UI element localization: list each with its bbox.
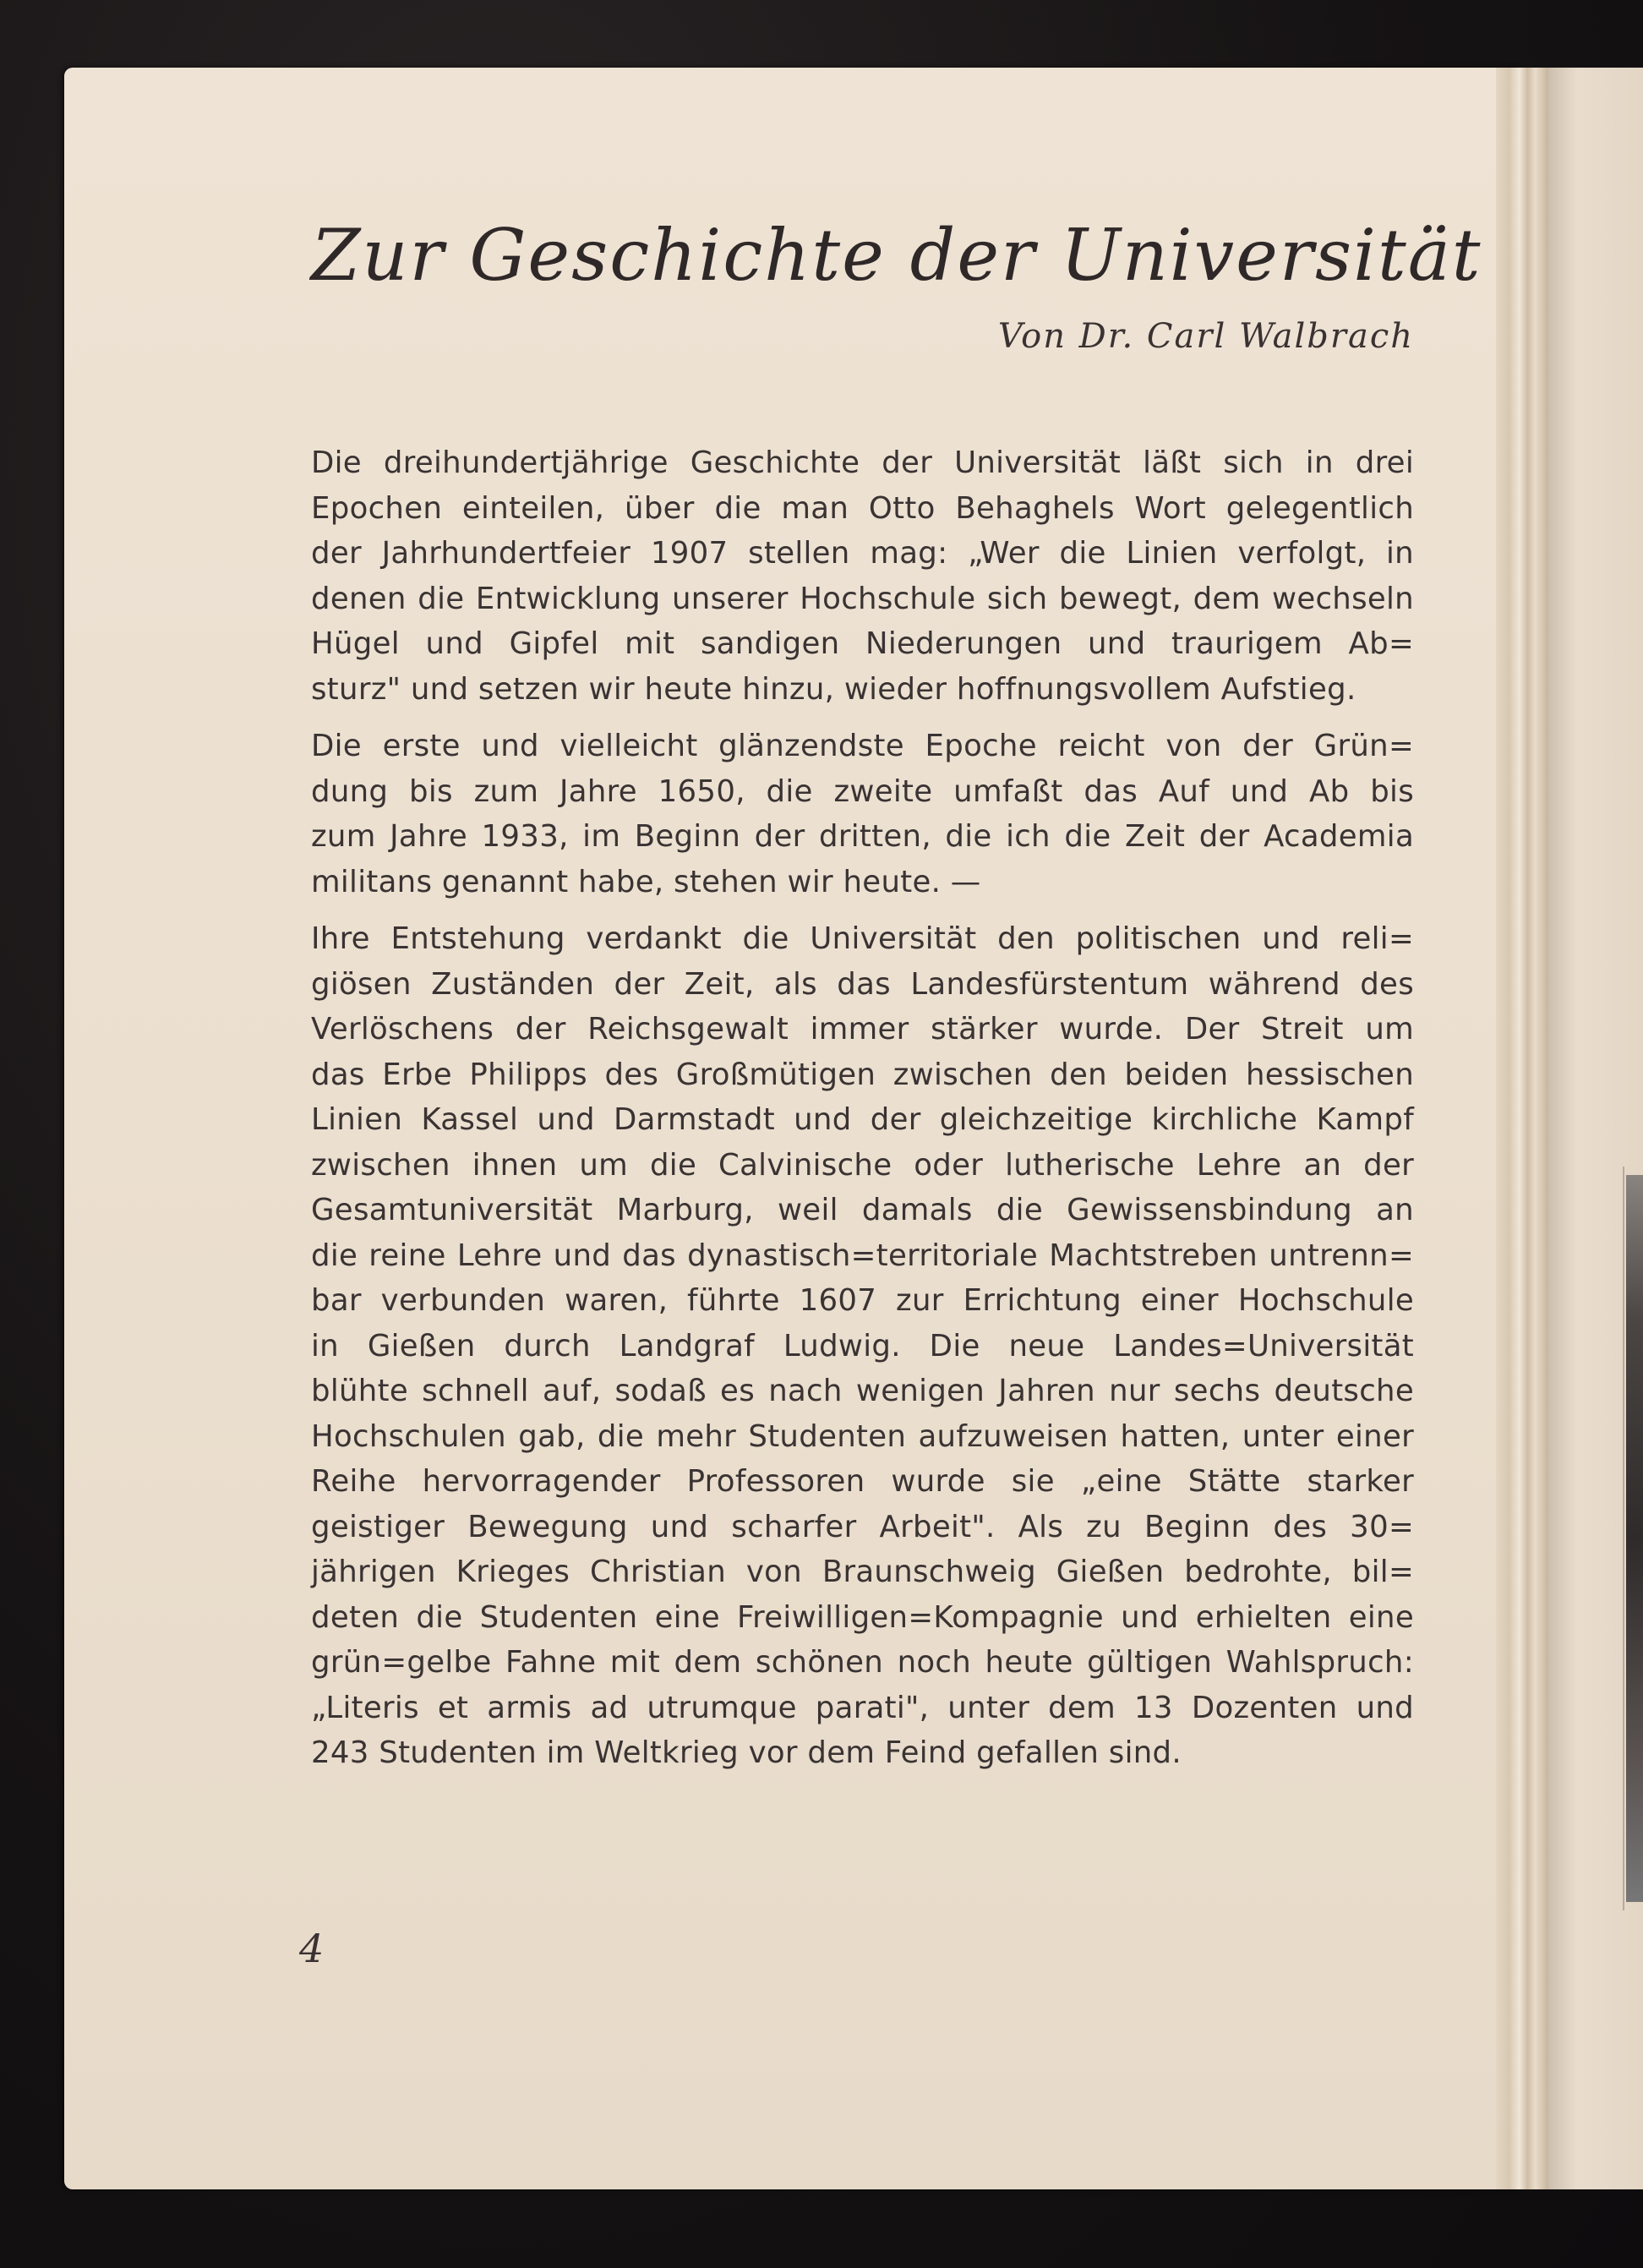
- paragraph: [311, 724, 1414, 904]
- text-line: denen die Entwicklung unserer Hochschule sich bewegt, dem wechseln: [311, 581, 1414, 616]
- text-line: das Erbe Philipps des Großmütigen zwischen den beiden hessischen: [311, 1057, 1414, 1092]
- text-line: bar verbunden waren, führte 1607 zur Errichtung einer Hochschule: [311, 1283, 1414, 1318]
- text-line: „Literis et armis ad utrumque parati", unter dem 13 Dozenten und: [311, 1690, 1414, 1725]
- text-line: Linien Kassel und Darmstadt und der gleichzeitige kirchliche Kampf: [311, 1102, 1414, 1137]
- text-line: grün=gelbe Fahne mit dem schönen noch heute gültigen Wahlspruch:: [311, 1645, 1414, 1680]
- page-content: [311, 211, 1482, 1776]
- text-line: Hügel und Gipfel mit sandigen Niederungen und traurigem Ab=: [311, 626, 1414, 661]
- text-line: deten die Studenten eine Freiwilligen=Kompagnie und erhielten eine: [311, 1599, 1414, 1635]
- text-line: militans genannt habe, stehen wir heute. —: [311, 864, 981, 899]
- page-number: 4: [299, 1926, 325, 1971]
- text-line: dung bis zum Jahre 1650, die zweite umfaßt das Auf und Ab bis: [311, 773, 1414, 809]
- text-line: Epochen einteilen, über die man Otto Behaghels Wort gelegentlich: [311, 490, 1414, 526]
- text-line: zum Jahre 1933, im Beginn der dritten, die ich die Zeit der Academia: [311, 819, 1414, 854]
- text-line: geistiger Bewegung und scharfer Arbeit". Als zu Beginn des 30=: [311, 1509, 1414, 1544]
- text-line: der Jahrhundertfeier 1907 stellen mag: „Wer die Linien verfolgt, in: [311, 536, 1414, 571]
- text-line: zwischen ihnen um die Calvinische oder lutherische Lehre an der: [311, 1147, 1414, 1183]
- text-line: Reihe hervorragender Professoren wurde sie „eine Stätte starker: [311, 1464, 1414, 1499]
- text-line: giösen Zuständen der Zeit, als das Landesfürstentum während des: [311, 966, 1414, 1002]
- paragraph: [311, 440, 1414, 712]
- text-line: 243 Studenten im Weltkrieg vor dem Feind gefallen sind.: [311, 1735, 1182, 1770]
- text-line: in Gießen durch Landgraf Ludwig. Die neue Landes=Universität: [311, 1328, 1414, 1364]
- text-line: jährigen Krieges Christian von Braunschweig Gießen bedrohte, bil=: [311, 1555, 1414, 1589]
- page-title: Zur Geschichte der Universität: [311, 214, 1482, 297]
- text-line: die reine Lehre und das dynastisch=territoriale Machtstreben untrenn=: [311, 1238, 1414, 1273]
- body-text: [311, 440, 1414, 1776]
- text-line: Ihre Entstehung verdankt die Universität den politischen und reli=: [311, 921, 1414, 956]
- text-line: sturz" und setzen wir heute hinzu, wieder hoffnungsvollem Aufstieg.: [311, 671, 1356, 707]
- text-line: Hochschulen gab, die mehr Studenten aufzuweisen hatten, unter einer: [311, 1418, 1414, 1454]
- author-line: Von Dr. Carl Walbrach: [997, 317, 1414, 356]
- text-line: Die erste und vielleicht glänzendste Epoche reicht von der Grün=: [311, 729, 1414, 763]
- text-line: Verlöschens der Reichsgewalt immer stärker wurde. Der Streit um: [311, 1012, 1414, 1047]
- next-page-photo-edge: [1626, 1175, 1643, 1902]
- next-page-strip: [1548, 68, 1643, 2189]
- text-line: Die dreihundertjährige Geschichte der Universität läßt sich in drei: [311, 445, 1414, 480]
- book-gutter: [1496, 68, 1548, 2189]
- text-line: blühte schnell auf, sodaß es nach wenigen Jahren nur sechs deutsche: [311, 1374, 1414, 1408]
- paragraph: [311, 916, 1414, 1776]
- text-line: Gesamtuniversität Marburg, weil damals die Gewissensbindung an: [311, 1193, 1414, 1227]
